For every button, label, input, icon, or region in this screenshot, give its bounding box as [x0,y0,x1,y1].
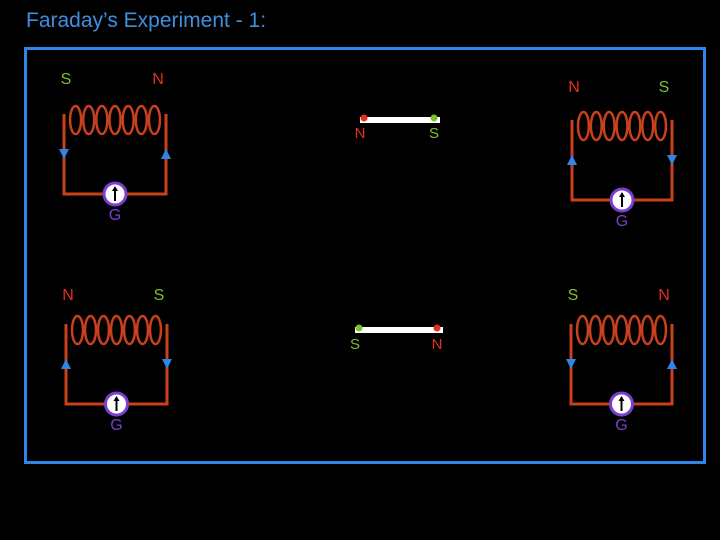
coil-loop [616,316,627,344]
galvanometer-label: G [615,213,629,230]
coil-circuit-bottom-right [566,287,677,434]
coil-loop [578,112,589,140]
magnet-pole-dot [431,115,438,122]
coil-loop [123,106,134,134]
wire [125,134,166,194]
magnet-right-label: S [428,125,440,142]
coil-pole-right-label: N [152,71,164,88]
current-arrow-icon [162,359,172,369]
coil-loop [629,112,640,140]
coil-loop [590,316,601,344]
coil-loop [70,106,81,134]
wire [632,344,673,404]
coil-circuit-top-right [567,79,677,230]
coil-loop [111,316,122,344]
coil-loop [655,112,666,140]
coil-loop [655,316,666,344]
coil-circuit-bottom-left [61,287,172,434]
wire [632,140,672,200]
coil-loop [603,316,614,344]
coil-loop [83,106,94,134]
coil-loop [150,316,161,344]
current-arrow-icon [61,359,71,369]
coil-loop [85,316,96,344]
coil-pole-right-label: S [658,79,670,96]
magnet-pole-dot [356,325,363,332]
coil-loop [591,112,602,140]
magnet-pole-dot [434,325,441,332]
coil-pole-right-label: S [153,287,165,304]
coil-loop [72,316,83,344]
magnet-left-label: S [349,336,361,353]
current-arrow-icon [566,359,576,369]
coil-loop [98,316,109,344]
galvanometer-label: G [110,417,123,434]
magnet-pole-dot [361,115,368,122]
coil-loop [136,106,147,134]
bar-magnet [360,117,440,123]
current-arrow-icon [567,155,577,165]
coil-loop [642,316,653,344]
coil-loop [137,316,148,344]
wire [572,140,612,200]
magnet-left-label: N [354,125,366,142]
coil-pole-left-label: S [567,287,579,304]
coil-loop [629,316,640,344]
magnet-right-label: N [431,336,443,353]
coil-loop [149,106,160,134]
slide-title: Faraday’s Experiment - 1: [26,9,267,32]
current-arrow-icon [161,149,171,159]
current-arrow-icon [59,149,69,159]
magnet-bottom [350,325,443,354]
coil-loop [577,316,588,344]
wire [66,344,107,404]
coil-loop [642,112,653,140]
coil-loop [96,106,107,134]
magnet-top [355,115,440,143]
current-arrow-icon [667,359,677,369]
coil-loop [124,316,135,344]
wire [127,344,168,404]
wire [571,344,612,404]
coil-pole-right-label: N [658,287,670,304]
galvanometer-label: G [108,207,122,224]
current-arrow-icon [667,155,677,165]
coil-loop [604,112,615,140]
coil-loop [109,106,120,134]
coil-pole-left-label: S [60,71,72,88]
coil-pole-left-label: N [62,287,74,304]
coil-circuit-top-left [59,71,171,224]
coil-loop [617,112,628,140]
galvanometer-label: G [615,417,628,434]
bar-magnet [355,327,443,333]
wire [64,134,105,194]
coil-pole-left-label: N [568,79,580,96]
